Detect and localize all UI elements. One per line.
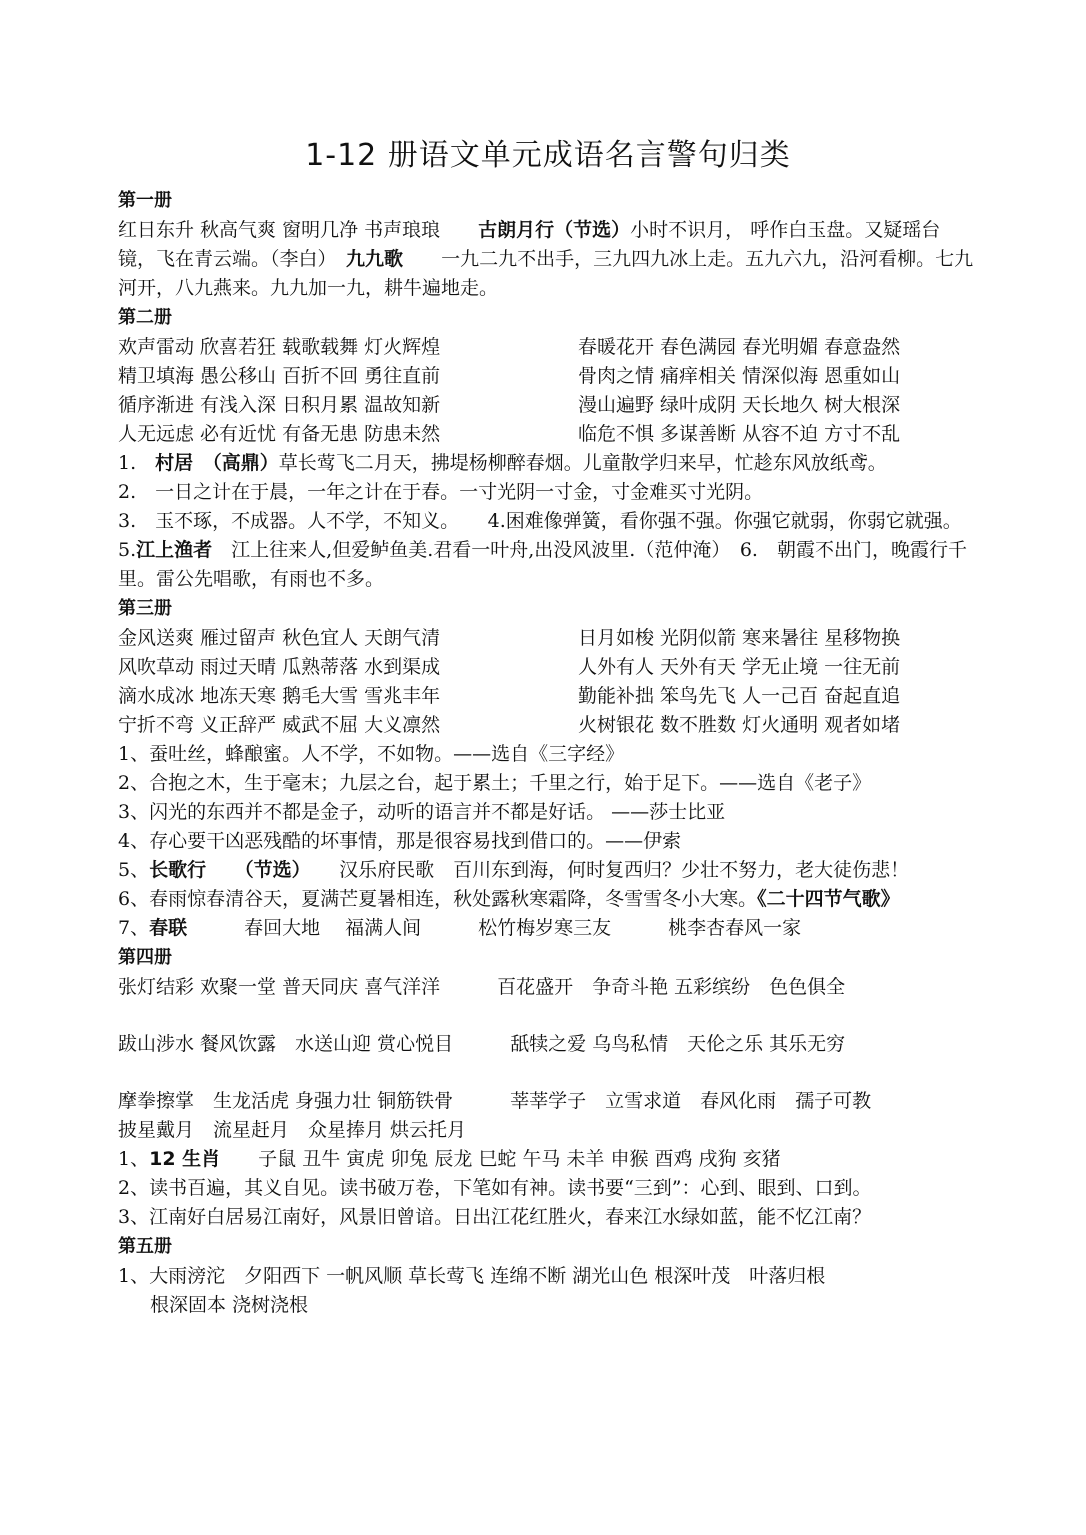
idiom-row: 摩拳擦掌 生龙活虎 身强力壮 铜筋铁骨 莘莘学子 立雪求道 春风化雨 孺子可教 <box>118 1090 872 1112</box>
quote-item <box>118 914 978 943</box>
poem-text: 汉乐府民歌 百川东到海，何时复西归？少壮不努力，老大徒伤悲！ <box>301 859 910 881</box>
quote-item <box>118 885 978 914</box>
idiom-row: 张灯结彩 欢聚一堂 普天同庆 喜气洋洋 百花盛开 争奇斗艳 五彩缤纷 色色俱全 <box>118 976 846 998</box>
idiom-group: 勤能补拙 笨鸟先飞 人一己百 奋起直追 <box>578 685 901 707</box>
idiom-row: 1、大雨滂沱 夕阳西下 一帆风顺 草长莺飞 连绵不断 湖光山色 根深叶茂 叶落归根 <box>118 1265 826 1287</box>
idiom-row <box>118 682 978 711</box>
zodiac-title: 12 生肖 <box>149 1148 221 1170</box>
item-number: 7、 <box>118 917 150 939</box>
idiom-group: 人外有人 天外有天 学无止境 一往无前 <box>578 656 901 678</box>
section-heading-book2: 第二册 <box>118 307 172 328</box>
idiom-row: 披星戴月 流星赶月 众星捧月 烘云托月 <box>118 1119 467 1141</box>
idiom-row: 跋山涉水 餐风饮露 水送山迎 赏心悦目 舐犊之爱 乌鸟私情 天伦之乐 其乐无穷 <box>118 1033 846 1055</box>
poem-text: 草长莺飞二月天，拂堤杨柳醉春烟。儿童散学归来早，忙趁东风放纸鸢。 <box>278 452 887 474</box>
idiom-group: 欢声雷动 欣喜若狂 载歌载舞 灯火辉煌 <box>118 336 441 358</box>
poem-title: 江上渔者 <box>136 539 213 561</box>
idiom-group: 骨肉之情 痛痒相关 情深似海 恩重如山 <box>578 365 901 387</box>
numbered-item: 2. 一日之计在于晨，一年之计在于春。一寸光阴一寸金，寸金难买寸光阴。 <box>118 481 764 503</box>
idiom-row: 根深固本 浇树浇根 <box>150 1294 309 1316</box>
item-text: 江上往来人,但爱鲈鱼美.君看一叶舟,出没风波里.（范仲淹） 6. 朝霞不出门，晚霞行千里。雷公先唱歌，有雨也不多。 <box>118 539 967 590</box>
poem-text: 6、春雨惊春清谷天，夏满芒夏暑相连，秋处露秋寒霜降，冬雪雪冬小大寒。 <box>118 888 758 910</box>
idiom-group: 循序渐进 有浅入深 日积月累 温故知新 <box>118 394 441 416</box>
idiom-group: 临危不惧 多谋善断 从容不迫 方寸不乱 <box>578 423 901 445</box>
poem-author: （高鼎） <box>212 452 279 474</box>
book1-paragraph <box>118 216 978 303</box>
idiom-row <box>118 362 978 391</box>
idiom-row <box>118 624 978 653</box>
idiom-row <box>118 653 978 682</box>
quote-item <box>118 856 978 885</box>
zodiac-text: 子鼠 丑牛 寅虎 卯兔 辰龙 巳蛇 午马 未羊 申猴 酉鸡 戌狗 亥猪 <box>220 1148 781 1170</box>
item-text: 3. 玉不琢，不成器。人不学，不知义。 4.困难像弹簧，看你强不强。你强它就弱，你弱它就强。 5. <box>118 510 991 561</box>
idiom-group: 火树银花 数不胜数 灯火通明 观者如堵 <box>578 714 901 736</box>
idiom-group: 人无远虑 必有近忧 有备无患 防患未然 <box>118 423 441 445</box>
idiom-row <box>118 391 978 420</box>
poem-title: 村居 <box>155 452 194 474</box>
quote-item: 1、蚕吐丝，蜂酿蜜。人不学，不如物。——选自《三字经》 <box>118 743 625 765</box>
section-heading-book3: 第三册 <box>118 598 172 619</box>
quote-item <box>118 1145 978 1174</box>
couplet-title: 春联 <box>149 917 188 939</box>
section-heading-book4: 第四册 <box>118 947 172 968</box>
idiom-group: 金风送爽 雁过留声 秋色宜人 天朗气清 <box>118 627 441 649</box>
idiom-row <box>118 711 978 740</box>
idiom-group: 风吹草动 雨过天晴 瓜熟蒂落 水到渠成 <box>118 656 441 678</box>
poem-text: 一九二九不出手，三九四九冰上走。五九六九，沿河看柳。七九河开，八九燕来。九九加一九，耕牛遍地走。 <box>118 248 974 299</box>
idiom-group: 精卫填海 愚公移山 百折不回 勇往直前 <box>118 365 441 387</box>
couplet-text: 春回大地 福满人间 松竹梅岁寒三友 桃李杏春风一家 <box>187 917 802 939</box>
quote-item: 2、读书百遍，其义自见。读书破万卷，下笔如有神。读书要“三到”：心到、眼到、口到。 <box>118 1177 872 1199</box>
idiom-group: 漫山遍野 绿叶成阴 天长地久 树大根深 <box>578 394 901 416</box>
section-heading-book5: 第五册 <box>118 1236 172 1257</box>
document-page <box>118 130 991 1320</box>
idiom-group: 春暖花开 春色满园 春光明媚 春意盎然 <box>578 336 901 358</box>
poem-title: 古朗月行（节选） <box>478 219 631 241</box>
idiom-row <box>118 333 978 362</box>
quote-item: 3、江南好白居易江南好，风景旧曾谙。日出江花红胜火，春来江水绿如蓝，能不忆江南？ <box>118 1206 872 1228</box>
poem-title: 《二十四节气歌》 <box>757 888 900 910</box>
quote-item: 4、存心要干凶恶残酷的坏事情，那是很容易找到借口的。——伊索 <box>118 830 682 852</box>
poem-title: 长歌行 （节选） <box>149 859 302 881</box>
item-number: 1、 <box>118 1148 150 1170</box>
poem-title: 九九歌 <box>346 248 404 270</box>
poem-text: 小时不识月， 呼作白玉盘。又疑瑶台镜，飞在青云端。（李白） <box>118 219 941 270</box>
idiom-group: 滴水成冰 地冻天寒 鹅毛大雪 雪兆丰年 <box>118 685 441 707</box>
section-heading-book1: 第一册 <box>118 190 172 211</box>
page-title: 1-12 册语文单元成语名言警句归类 <box>305 138 791 173</box>
quote-item: 3、闪光的东西并不都是金子，动听的语言并不都是好话。 ——莎士比亚 <box>118 801 726 823</box>
book1-idioms: 红日东升 秋高气爽 窗明几净 书声琅琅 <box>118 219 441 241</box>
idiom-group: 日月如梭 光阴似箭 寒来暑往 星移物换 <box>578 627 901 649</box>
idiom-row <box>118 420 978 449</box>
item-number: 5、 <box>118 859 150 881</box>
numbered-item <box>118 507 991 594</box>
quote-item: 2、合抱之木，生于毫末；九层之台，起于累土；千里之行，始于足下。——选自《老子》 <box>118 772 872 794</box>
numbered-item <box>118 449 978 478</box>
item-number: 1. <box>118 452 137 474</box>
idiom-group: 宁折不弯 义正辞严 威武不屈 大义凛然 <box>118 714 441 736</box>
